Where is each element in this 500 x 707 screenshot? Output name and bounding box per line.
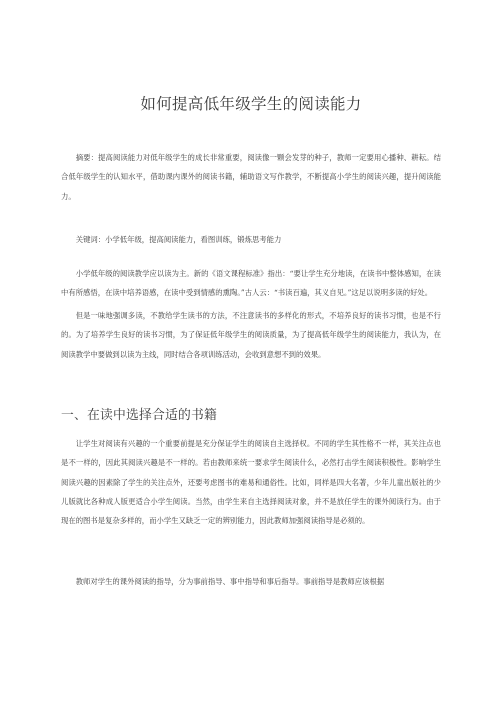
- abstract-paragraph: 摘要：提高阅读能力对低年级学生的成长非常重要，阅读像一颗会发芽的种子，教师一定要用心播种、耕耘。结合低年级学生的认知水平，借助课内课外的阅读书籍，辅助语文写作教学，不断提高小学生的阅读兴趣，提升阅读能力。: [61, 153, 441, 201]
- document-title: 如何提高低年级学生的阅读能力: [140, 95, 362, 113]
- section-paragraph: 教师对学生的课外阅读的指导，分为事前指导、事中指导和事后指导。事前指导是教师应该根据: [75, 577, 385, 586]
- section-paragraph: 让学生对阅读有兴趣的一个重要前提是充分保证学生的阅读自主选择权。不同的学生其性格不一样，其关注点也是不一样的，因此其阅读兴趣是不一样的。若由教师来统一要求学生阅读什么，必然打击学生阅读积极性。影响学生阅读兴趣的因素除了学生的关注点外，还要考虑图书的难易和通俗性。比如，同样是四大名著，少年儿童出版社的少儿版就比各种成人版更适合小学生阅读。当然，由学生来自主选择阅读对象，并不是放任学生的课外阅读行为。由于现在的图书是复杂多样的，而小学生又缺乏一定的辨别能力，因此教师加强阅读指导是必须的。: [61, 439, 441, 526]
- intro-paragraph: 小学低年级的阅读教学应以读为主。新的《语文课程标准》指出：“要让学生充分地读，在读书中整体感知，在读中有所感悟，在读中培养语感，在读中受到情感的熏陶。”古人云：“书读百遍，其义自见。”这足以说明多读的好处。: [61, 269, 441, 298]
- keywords-paragraph: 关键词：小学低年级，提高阅读能力，看图训练，锻炼思考能力: [75, 235, 282, 244]
- body-paragraph: 但是一味地强调多读，不教给学生读书的方法，不注意读书的多样化的形式，不培养良好的读书习惯，也是不行的。为了培养学生良好的读书习惯，为了保证低年级学生的阅读质量，为了提高低年级学生的阅读能力，我认为，在阅读教学中要做到以读为主线，同时结合各项训练活动，会收到意想不到的效果。: [61, 311, 441, 359]
- section-heading: 一、在读中选择合适的书籍: [61, 408, 217, 423]
